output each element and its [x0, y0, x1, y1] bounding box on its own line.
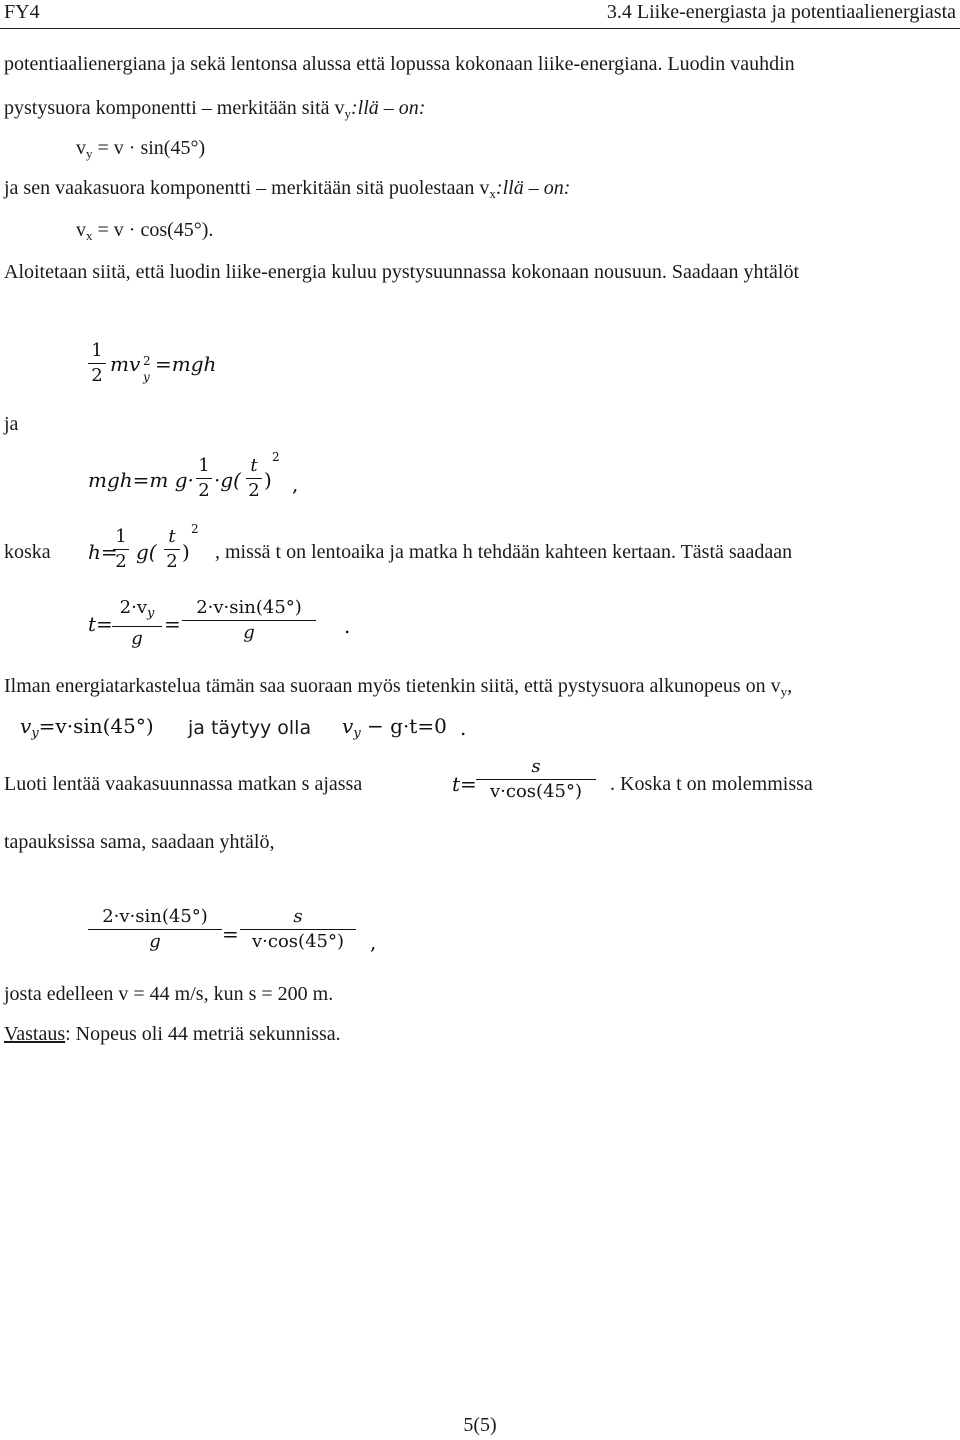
connector-ja-taytyy-olla: ja täytyy olla	[188, 717, 312, 739]
eq6	[342, 714, 447, 746]
header-course-code: FY4	[4, 1, 40, 23]
eq5-subscript: y	[31, 726, 39, 741]
answer-label: Vastaus	[4, 1023, 66, 1045]
paragraph-line-2	[4, 96, 425, 126]
eq8-fraction-2-numerator: s	[293, 906, 303, 927]
eq3-t-denominator: 2	[166, 551, 178, 572]
eq8-fraction-1	[88, 906, 222, 953]
connector-ja: ja	[4, 413, 19, 435]
eq1-superscript: 2	[143, 354, 151, 368]
eq6-subscript: y	[353, 726, 361, 741]
paragraph-line-6-subscript: y	[780, 684, 788, 699]
paragraph-line-2-text: pystysuora komponentti – merkitään sitä v	[4, 97, 345, 119]
paragraph-line-3-text: ja sen vaakasuora komponentti – merkitään sitä puolestaan v	[4, 177, 490, 199]
eq8-equals: =	[222, 922, 239, 946]
eq2-comma: ,	[292, 472, 299, 496]
paragraph-line-9: tapauksissa sama, saadaan yhtälö,	[4, 831, 275, 853]
eq8-comma: ,	[370, 930, 377, 954]
connector-koska: koska	[4, 541, 51, 563]
paragraph-line-2-tail: :llä – on:	[351, 97, 426, 119]
paragraph-line-8-tail: . Koska t on molemmissa	[610, 773, 813, 795]
eq6-v: v	[342, 714, 354, 738]
eq4-equals: =	[164, 612, 181, 636]
eq2-half-fraction	[196, 455, 212, 502]
paragraph-line-6-text: Ilman energiatarkastelua tämän saa suoraan myös tietenkin siitä, että pystysuora alkunopeus on v	[4, 675, 781, 697]
eq2-t-fraction	[246, 455, 262, 502]
eq4-fraction-2-denominator: g	[243, 622, 255, 643]
eq3-half-denominator: 2	[115, 551, 127, 572]
equation-vy-definition	[76, 136, 205, 166]
header-section-title: 3.4 Liike-energiasta ja potentiaalienergiasta	[606, 1, 956, 23]
page-number: 5(5)	[463, 1414, 497, 1436]
eq3-t-numerator: t	[168, 526, 176, 547]
answer-line	[4, 1022, 341, 1046]
eq7-numerator: s	[531, 756, 541, 777]
eq7-denominator: v·cos(45°)	[490, 781, 582, 802]
eq1-mv: mv	[110, 352, 141, 376]
eq7-fraction	[476, 756, 596, 803]
paragraph-line-8: Luoti lentää vaakasuunnassa matkan s ajassa	[4, 773, 363, 795]
eq-vx-rhs: = v · cos(45°).	[92, 219, 214, 241]
eq3-half-numerator: 1	[115, 526, 127, 547]
paragraph-line-3	[4, 176, 570, 206]
eq5-rhs: =v·sin(45°)	[38, 714, 154, 738]
eq3-t-fraction	[164, 526, 180, 573]
eq4-f1-num-subscript: y	[146, 606, 155, 621]
subscript-y: y	[344, 106, 351, 121]
eq2-g: ·g(	[214, 468, 241, 492]
subscript-x: x	[489, 186, 496, 201]
eq8-fraction-1-numerator: 2·v·sin(45°)	[102, 906, 208, 927]
eq4-period: .	[344, 614, 351, 638]
paragraph-line-5: , missä t on lentoaika ja matka h tehdään kahteen kertaan. Tästä saadaan	[215, 541, 793, 563]
eq4-fraction-1-numerator	[112, 597, 162, 625]
eq6-rhs: − g·t=0	[360, 714, 447, 738]
eq-vy-symbol: v	[76, 137, 86, 159]
eq4-fraction-1-denominator: g	[131, 628, 143, 649]
eq7-lhs: t=	[452, 772, 477, 796]
eq3-half-fraction	[113, 526, 129, 573]
eq2-superscript: 2	[272, 450, 280, 464]
eq2-t-numerator: t	[250, 455, 258, 476]
paragraph-line-1: potentiaalienergiana ja sekä lentonsa alussa että lopussa kokonaan liike-energiana. Luodin vauhdin	[4, 53, 795, 75]
eq2-half-denominator: 2	[198, 480, 210, 501]
eq3-superscript: 2	[191, 522, 199, 536]
eq2-t-denominator: 2	[248, 480, 260, 501]
eq8-fraction-2	[240, 906, 356, 953]
eq1-rhs: =mgh	[155, 352, 217, 376]
eq1-fraction	[88, 340, 106, 387]
paragraph-line-3-tail: :llä – on:	[495, 177, 571, 199]
eq-vy-subscript: y	[86, 146, 93, 161]
eq6-period: .	[460, 716, 467, 740]
eq4-fraction-1	[112, 597, 162, 650]
eq8-fraction-2-denominator: v·cos(45°)	[252, 931, 344, 952]
paragraph-line-10: josta edelleen v = 44 m/s, kun s = 200 m.	[4, 983, 334, 1005]
eq1-denominator: 2	[91, 365, 103, 386]
eq5-v: v	[20, 714, 32, 738]
eq4-lhs: t=	[88, 612, 113, 636]
eq3-close-paren: )	[182, 540, 190, 564]
paragraph-line-6	[4, 674, 792, 704]
eq1-body	[110, 352, 140, 376]
eq4-fraction-2	[182, 597, 316, 644]
page-header	[0, 0, 960, 29]
eq-vx-symbol: v	[76, 219, 86, 241]
eq2-half-numerator: 1	[198, 455, 210, 476]
eq1-subscript: y	[143, 370, 150, 384]
eq1-numerator: 1	[91, 340, 103, 361]
eq-vx-subscript: x	[86, 228, 93, 243]
paragraph-line-4: Aloitetaan siitä, että luodin liike-energia kuluu pystysuunnassa kokonaan nousuun. Saadaan yhtälöt	[4, 261, 800, 283]
eq2-lhs: mgh=m g·	[88, 468, 194, 492]
eq8-fraction-1-denominator: g	[149, 931, 161, 952]
eq3-lhs: h=	[88, 540, 118, 564]
eq-vy-rhs: = v · sin(45°)	[92, 137, 206, 159]
eq2-close-paren: )	[264, 468, 272, 492]
paragraph-line-6-tail: ,	[787, 675, 793, 697]
answer-text: : Nopeus oli 44 metriä sekunnissa.	[65, 1023, 341, 1045]
eq5	[20, 714, 154, 746]
eq4-fraction-2-numerator: 2·v·sin(45°)	[196, 597, 302, 618]
equation-vx-definition	[76, 218, 213, 248]
eq3-g: g(	[136, 540, 157, 564]
eq4-f1-num-text: 2·v	[119, 597, 147, 618]
